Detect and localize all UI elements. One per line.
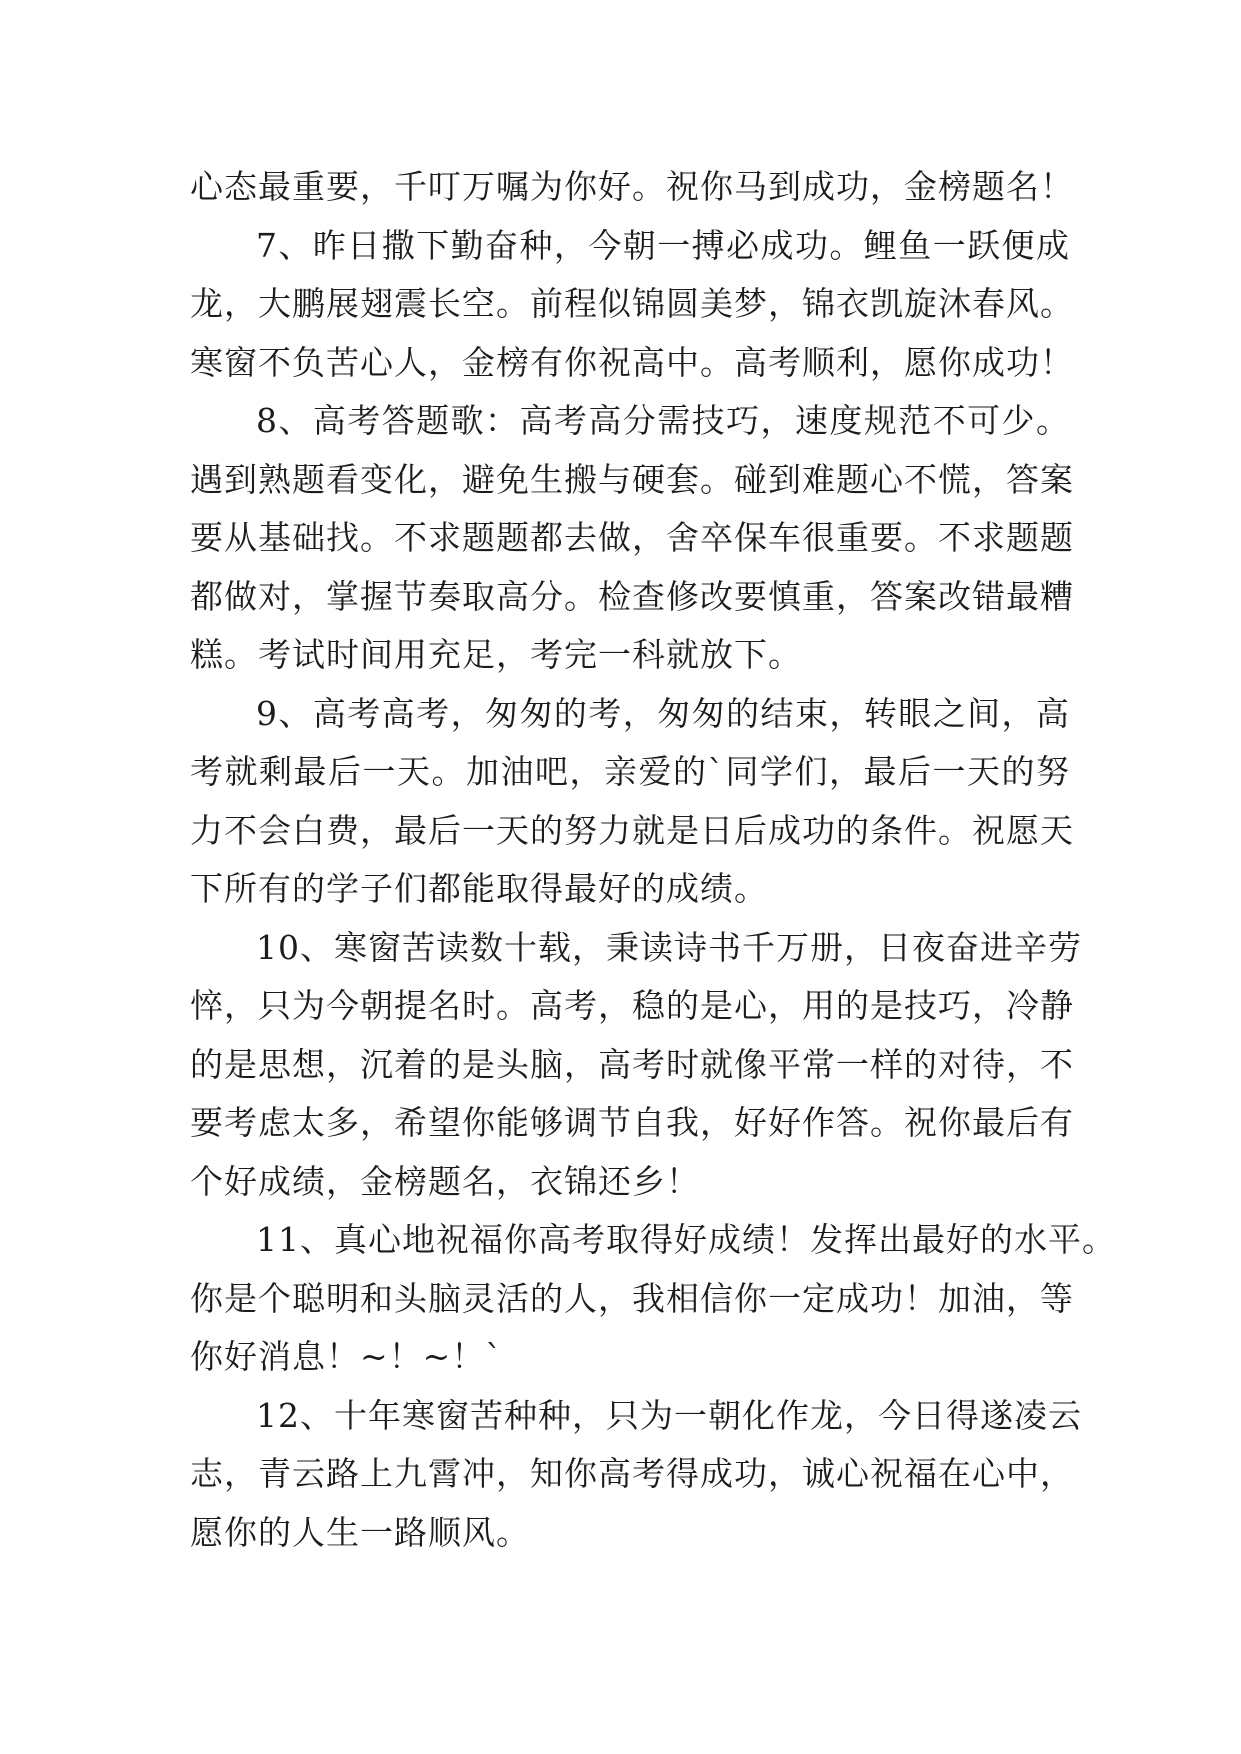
- paragraph-line: 都做对，掌握节奏取高分。检查修改要慎重，答案改错最糟: [190, 576, 1074, 616]
- paragraph-line: 糕。考试时间用充足，考完一科就放下。: [190, 635, 802, 674]
- paragraph-line: 考就剩最后一天。加油吧，亲爱的`同学们，最后一天的努: [190, 752, 1070, 791]
- paragraph-line: 力不会白费，最后一天的努力就是日后成功的条件。祝愿天: [190, 810, 1074, 850]
- paragraph-line: 悴，只为今朝提名时。高考，稳的是心，用的是技巧，冷静: [190, 986, 1074, 1025]
- paragraph-first-line: 10、寒窗苦读数十载，秉读诗书千万册，日夜奋进辛劳: [256, 927, 1082, 967]
- paragraph-first-line: 12、十年寒窗苦种种，只为一朝化作龙，今日得遂凌云: [256, 1395, 1082, 1435]
- paragraph-first-line: 9、高考高考，匆匆的考，匆匆的结束，转眼之间，高: [256, 693, 1070, 733]
- paragraph-line: 要考虑太多，希望你能够调节自我，好好作答。祝你最后有: [190, 1103, 1074, 1142]
- document-body: [190, 158, 1116, 1562]
- paragraph-line: 要从基础找。不求题题都去做，舍卒保车很重要。不求题题: [190, 518, 1074, 557]
- paragraph-first-line: 11、真心地祝福你高考取得好成绩！发挥出最好的水平。: [256, 1220, 1116, 1259]
- paragraph-line: 你是个聪明和头脑灵活的人，我相信你一定成功！加油，等: [190, 1278, 1074, 1318]
- paragraph-line: 遇到熟题看变化，避免生搬与硬套。碰到难题心不慌，答案: [190, 459, 1074, 499]
- paragraph-first-line: 8、高考答题歌：高考高分需技巧，速度规范不可少。: [256, 401, 1070, 440]
- paragraph-line: 寒窗不负苦心人，金榜有你祝高中。高考顺利，愿你成功！: [190, 342, 1074, 382]
- paragraph-line: 个好成绩，金榜题名，衣锦还乡！: [190, 1161, 700, 1201]
- paragraph-line: 志，青云路上九霄冲，知你高考得成功，诚心祝福在心中，: [190, 1454, 1074, 1493]
- paragraph-line: 心态最重要，千叮万嘱为你好。祝你马到成功，金榜题名！: [190, 167, 1074, 206]
- paragraph-line: 的是思想，沉着的是头脑，高考时就像平常一样的对待，不: [190, 1044, 1074, 1084]
- paragraph-line: 你好消息！~！~！`: [190, 1337, 503, 1376]
- paragraph-line: 下所有的学子们都能取得最好的成绩。: [190, 869, 768, 908]
- paragraph-line: 龙，大鹏展翅震长空。前程似锦圆美梦，锦衣凯旋沐春风。: [190, 284, 1074, 323]
- paragraph-first-line: 7、昨日撒下勤奋种，今朝一搏必成功。鲤鱼一跃便成: [256, 225, 1070, 265]
- paragraph-line: 愿你的人生一路顺风。: [190, 1512, 530, 1552]
